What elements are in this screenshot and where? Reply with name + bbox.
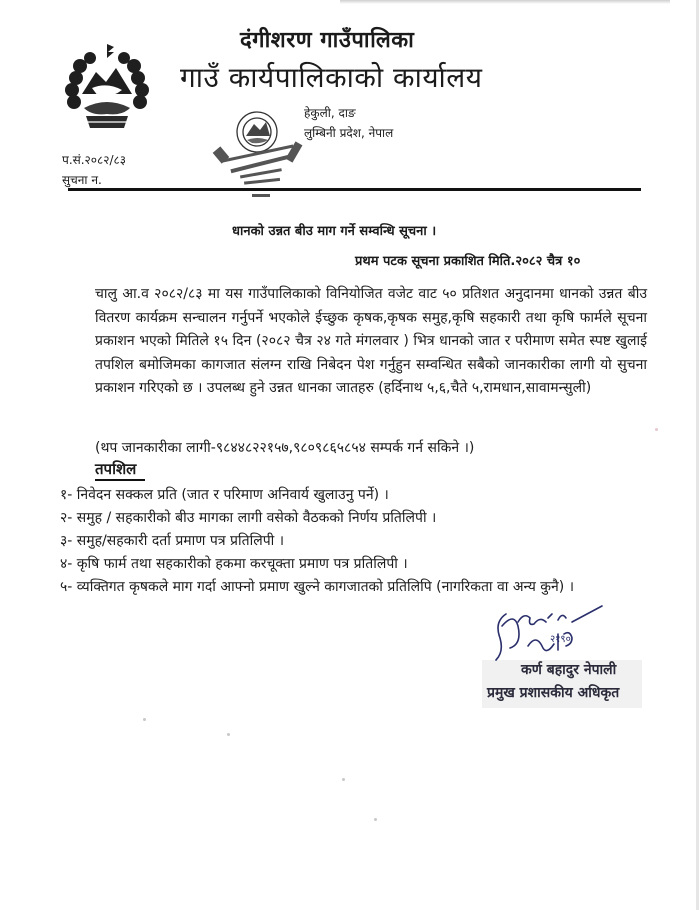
notice-subject: धानको उन्नत बीउ माग गर्ने सम्वन्धि सूचना । — [232, 224, 437, 239]
notice-number-label: सुचना न. — [62, 173, 102, 187]
scan-speck — [374, 818, 377, 821]
handwritten-signature-icon — [488, 604, 608, 664]
scan-shadow — [340, 0, 670, 4]
annex-item: २- समुह / सहकारीको बीउ मागका लागी वसेको वैठकको निर्णय प्रतिलिपी । — [60, 510, 437, 526]
address-line-1: हेकुली, दाङ — [304, 106, 356, 120]
annex-item: ४- कृषि फार्म तथा सहकारीको हकमा करचूक्ता प्रमाण पत्र प्रतिलिपी । — [60, 556, 408, 572]
contact-info: (थप जानकारीका लागी-९८४४८२२१५७,९८०९८६५८५४ सम्पर्क गर्न सकिने ।) — [95, 440, 475, 456]
scan-speck — [655, 428, 658, 431]
address-line-2: लुम्बिनी प्रदेश, नेपाल — [304, 126, 394, 140]
annex-item: १- निवेदन सक्कल प्रति (जात र परिमाण अनिवार्य खुलाउनु पर्ने) । — [60, 487, 389, 503]
handwritten-date: २१९० — [550, 634, 571, 645]
scan-speck — [342, 778, 345, 781]
annex-title-underline — [95, 479, 145, 481]
signatory-title: प्रमुख प्रशासकीय अधिकृत — [487, 685, 620, 701]
reference-number: प.सं.२०८२/८३ — [62, 153, 127, 167]
annex-list — [60, 484, 574, 599]
signatory-name: कर्ण बहादुर नेपाली — [521, 662, 617, 678]
annex-item: ५- व्यक्तिगत कृषकले माग गर्दा आफ्नो प्रमाण खुल्ने कागजातको प्रतिलिपि (नागरिकता वा अन्य कुनै) । — [60, 579, 574, 595]
annex-item: ३- समुह/सहकारी दर्ता प्रमाण पत्र प्रतिलिपी । — [60, 533, 285, 549]
municipality-name: दंगीशरण गाउँपालिका — [240, 28, 415, 53]
scan-speck — [143, 718, 146, 721]
header-divider — [68, 188, 641, 191]
nepal-government-emblem-icon — [62, 38, 152, 138]
annex-title: तपशिल — [95, 460, 137, 478]
notice-body: चालु आ.व २०८२/८३ मा यस गाउँपालिकाको विनियोजित वजेट वाट ५० प्रतिशत अनुदानमा धानको उन्नत बीउ वितरण कार्यक्रम सन्चालन गर्नुपर्ने भएकोले ईच्छुक कृषक,कृषक समुह,कृषि सहकारी तथा कृषि फार्मले सूचना प्रकाशन भएको मितिले १५ दिन (२०८२ चैत्र २४ गते मंगलवार ) भित्र धानको जात र परीमाण समेत स्पष्ट खुलाई तपशिल बमोजिमका कागजात संलग्न राखि निबेदन पेश गर्नुहुन सम्वन्धित सबैको जानकारीका लागी यो सुचना प्रकाशन गरिएको छ । उपलब्ध हुने उन्नत धानका जातहरु (हर्दिनाथ ५,६,चैते ५,रामधान,सावामन्सुली) — [95, 286, 647, 396]
official-stamp-icon — [212, 108, 307, 208]
office-name: गाउँ कार्यपालिकाको कार्यालय — [180, 61, 483, 94]
scan-speck — [227, 733, 230, 736]
publication-date: प्रथम पटक सूचना प्रकाशित मिति.२०८२ चैत्र १० — [355, 254, 581, 269]
